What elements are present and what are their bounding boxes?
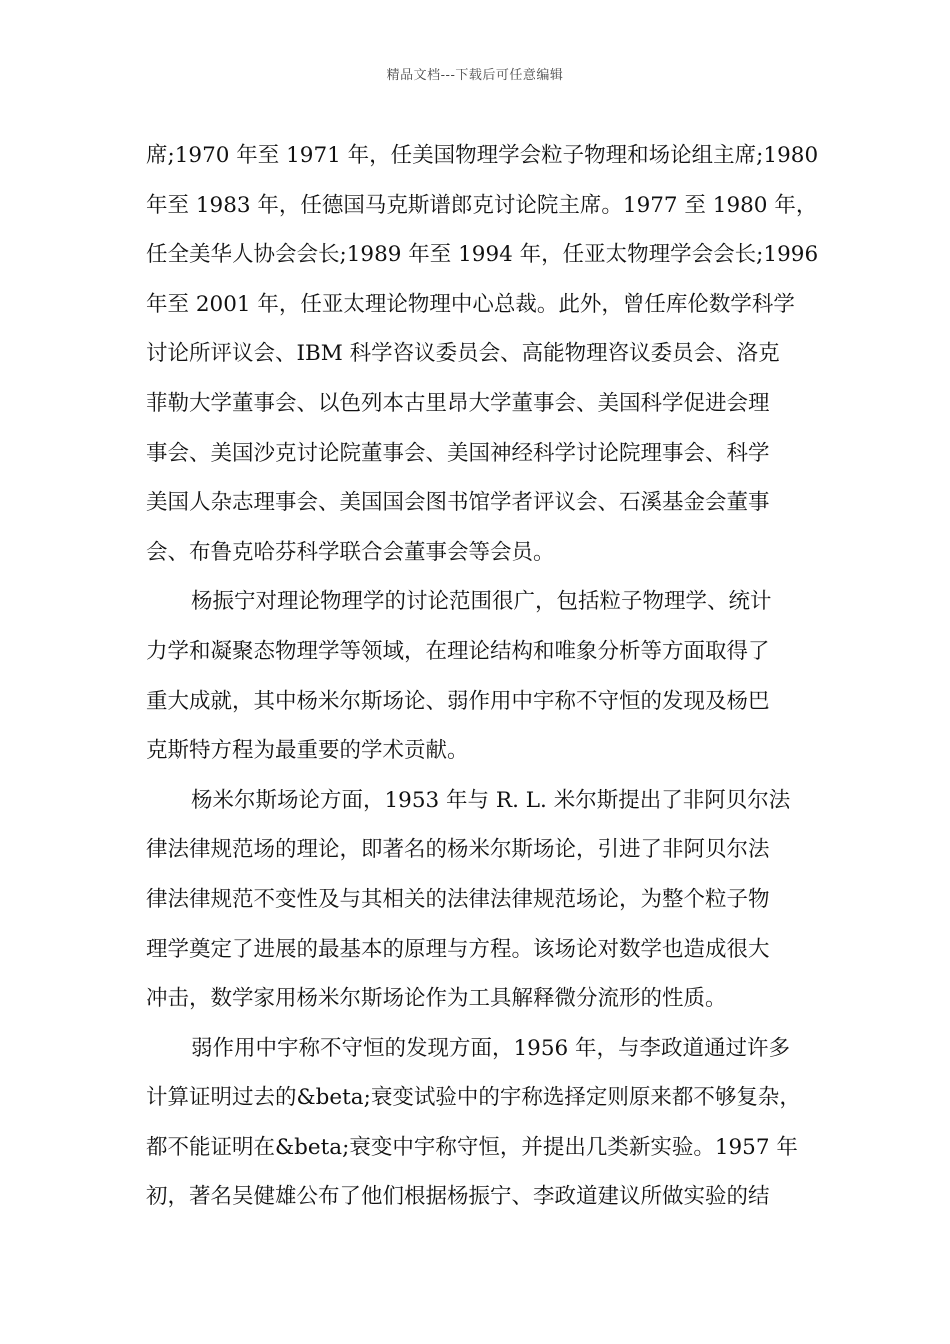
text-line: 重大成就，其中杨米尔斯场论、弱作用中宇称不守恒的发现及杨巴 xyxy=(146,688,770,714)
text-line: 理学奠定了进展的最基本的原理与方程。该场论对数学也造成很大 xyxy=(146,936,770,962)
text-line: 弱作用中宇称不守恒的发现方面，1956 年，与李政道通过许多 xyxy=(191,1035,791,1061)
paragraph-research-scope xyxy=(146,577,816,775)
text-line: 计算证明过去的&beta;衰变试验中的宇称选择定则原来都不够复杂， xyxy=(146,1085,801,1111)
paragraph-parity-violation xyxy=(146,1024,816,1222)
text-line: 美国人杂志理事会、美国国会图书馆学者评议会、石溪基金会董事 xyxy=(146,490,770,516)
text-line: 事会、美国沙克讨论院董事会、美国神经科学讨论院理事会、科学 xyxy=(146,440,770,466)
text-line: 菲勒大学董事会、以色列本古里昂大学董事会、美国科学促进会理 xyxy=(146,390,770,416)
text-line: 力学和凝聚态物理学等领域，在理论结构和唯象分析等方面取得了 xyxy=(146,638,770,664)
text-line: 杨米尔斯场论方面，1953 年与 R. L. 米尔斯提出了非阿贝尔法 xyxy=(191,787,791,813)
text-line: 讨论所评议会、IBM 科学咨议委员会、高能物理咨议委员会、洛克 xyxy=(146,341,780,367)
text-line: 初，著名吴健雄公布了他们根据杨振宁、李政道建议所做实验的结 xyxy=(146,1184,770,1210)
text-line: 会、布鲁克哈芬科学联合会董事会等会员。 xyxy=(146,539,555,565)
document-body xyxy=(146,131,819,1222)
text-line: 都不能证明在&beta;衰变中宇称守恒，并提出几类新实验。1957 年 xyxy=(146,1134,798,1160)
text-line: 任全美华人协会会长;1989 年至 1994 年，任亚太物理学会会长;1996 xyxy=(146,242,819,268)
paragraph-yang-mills xyxy=(146,776,816,1024)
text-line: 律法律规范场的理论，即著名的杨米尔斯场论，引进了非阿贝尔法 xyxy=(146,837,770,863)
text-line: 冲击，数学家用杨米尔斯场论作为工具解释微分流形的性质。 xyxy=(146,986,727,1012)
text-line: 律法律规范不变性及与其相关的法律法律规范场论，为整个粒子物 xyxy=(146,886,770,912)
paragraph-committee-roles xyxy=(146,131,819,577)
page-header: 精品文档---下载后可任意编辑 xyxy=(386,68,564,83)
text-line: 席;1970 年至 1971 年，任美国物理学会粒子物理和场论组主席;1980 xyxy=(146,143,819,168)
text-line: 杨振宁对理论物理学的讨论范围很广，包括粒子物理学、统计 xyxy=(191,589,772,615)
text-line: 克斯特方程为最重要的学术贡献。 xyxy=(146,738,469,764)
text-line: 年至 1983 年，任德国马克斯谱郎克讨论院主席。1977 至 1980 年， xyxy=(146,192,818,218)
text-line: 年至 2001 年，任亚太理论物理中心总裁。此外，曾任库伦数学科学 xyxy=(146,291,795,317)
